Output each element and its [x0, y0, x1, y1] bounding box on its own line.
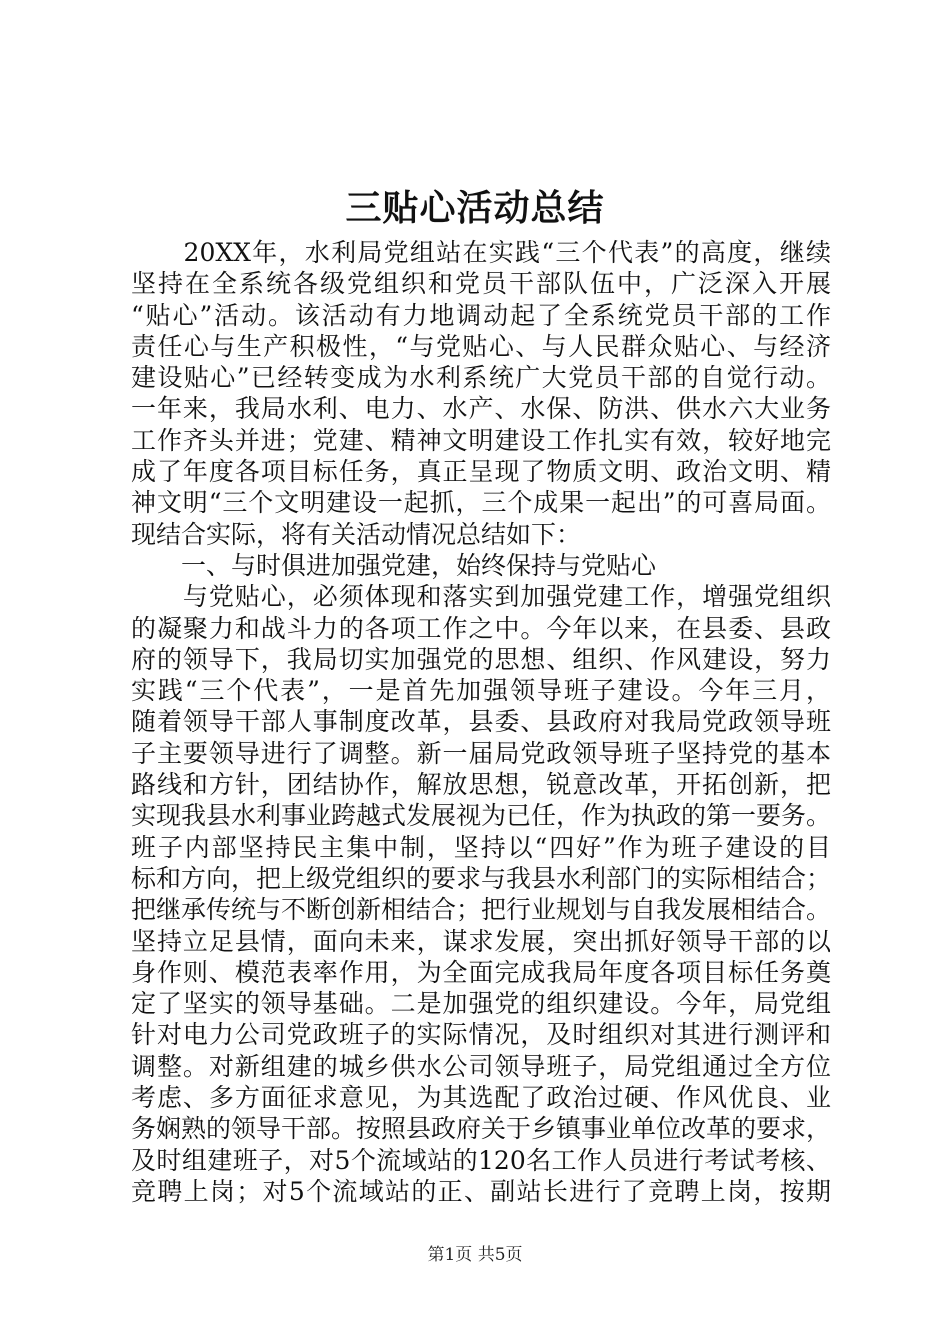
- body-line: 竞聘上岗；对5个流域站的正、副站长进行了竞聘上岗，按期: [131, 1176, 831, 1206]
- body-line: 工作齐头并进；党建、精神文明建设工作扎实有效，较好地完: [131, 425, 831, 455]
- body-line: 一年来，我局水利、电力、水产、水保、防洪、供水六大业务: [131, 394, 831, 424]
- body-line: 及时组建班子，对5个流域站的120名工作人员进行考试考核、: [131, 1145, 831, 1175]
- body-line: 神文明“三个文明建设一起抓，三个成果一起出”的可喜局面。: [131, 488, 831, 518]
- body-line: 坚持在全系统各级党组织和党员干部队伍中，广泛深入开展: [131, 269, 831, 299]
- body-line: 务娴熟的领导干部。按照县政府关于乡镇事业单位改革的要求，: [131, 1114, 832, 1144]
- body-line: 针对电力公司党政班子的实际情况，及时组织对其进行测评和: [131, 1020, 831, 1050]
- page-footer: 第1页 共5页: [427, 1245, 523, 1265]
- body-line: 府的领导下，我局切实加强党的思想、组织、作风建设，努力: [131, 644, 831, 674]
- body-line: 子主要领导进行了调整。新一届局党政领导班子坚持党的基本: [131, 738, 831, 768]
- body-line: 的凝聚力和战斗力的各项工作之中。今年以来，在县委、县政: [131, 613, 831, 643]
- body-line: 与党贴心，必须体现和落实到加强党建工作，增强党组织: [131, 582, 831, 612]
- body-line: 建设贴心”已经转变成为水利系统广大党员干部的自觉行动。: [131, 363, 831, 393]
- body-line: 把继承传统与不断创新相结合；把行业规划与自我发展相结合。: [131, 895, 832, 925]
- section-heading: 一、与时俱进加强党建，始终保持与党贴心: [131, 550, 657, 580]
- body-line: 定了坚实的领导基础。二是加强党的组织建设。今年，局党组: [131, 989, 831, 1019]
- body-line: 责任心与生产积极性，“与党贴心、与人民群众贴心、与经济: [131, 331, 831, 361]
- body-line: 20XX年，水利局党组站在实践“三个代表”的高度，继续: [131, 238, 831, 267]
- body-line: 成了年度各项目标任务，真正呈现了物质文明、政治文明、精: [131, 457, 831, 487]
- body-line: 现结合实际，将有关活动情况总结如下：: [131, 519, 582, 549]
- body-line: 班子内部坚持民主集中制，坚持以“四好”作为班子建设的目: [131, 832, 831, 862]
- body-line: 实践“三个代表”，一是首先加强领导班子建设。今年三月，: [131, 676, 831, 706]
- body-line: 随着领导干部人事制度改革，县委、县政府对我局党政领导班: [131, 707, 831, 737]
- body-line: 考虑、多方面征求意见，为其选配了政治过硬、作风优良、业: [131, 1083, 831, 1113]
- body-line: 坚持立足县情，面向未来，谋求发展，突出抓好领导干部的以: [131, 926, 831, 956]
- document-body: [131, 237, 831, 1207]
- body-line: 路线和方针，团结协作，解放思想，锐意改革，开拓创新，把: [131, 770, 831, 800]
- body-line: 调整。对新组建的城乡供水公司领导班子，局党组通过全方位: [131, 1051, 831, 1081]
- body-line: “贴心”活动。该活动有力地调动起了全系统党员干部的工作: [131, 300, 831, 330]
- document-title: 三贴心活动总结: [345, 187, 605, 229]
- body-line: 标和方向，把上级党组织的要求与我县水利部门的实际相结合；: [131, 863, 832, 893]
- body-line: 身作则、模范表率作用，为全面完成我局年度各项目标任务奠: [131, 957, 831, 987]
- body-line: 实现我县水利事业跨越式发展视为已任，作为执政的第一要务。: [131, 801, 832, 831]
